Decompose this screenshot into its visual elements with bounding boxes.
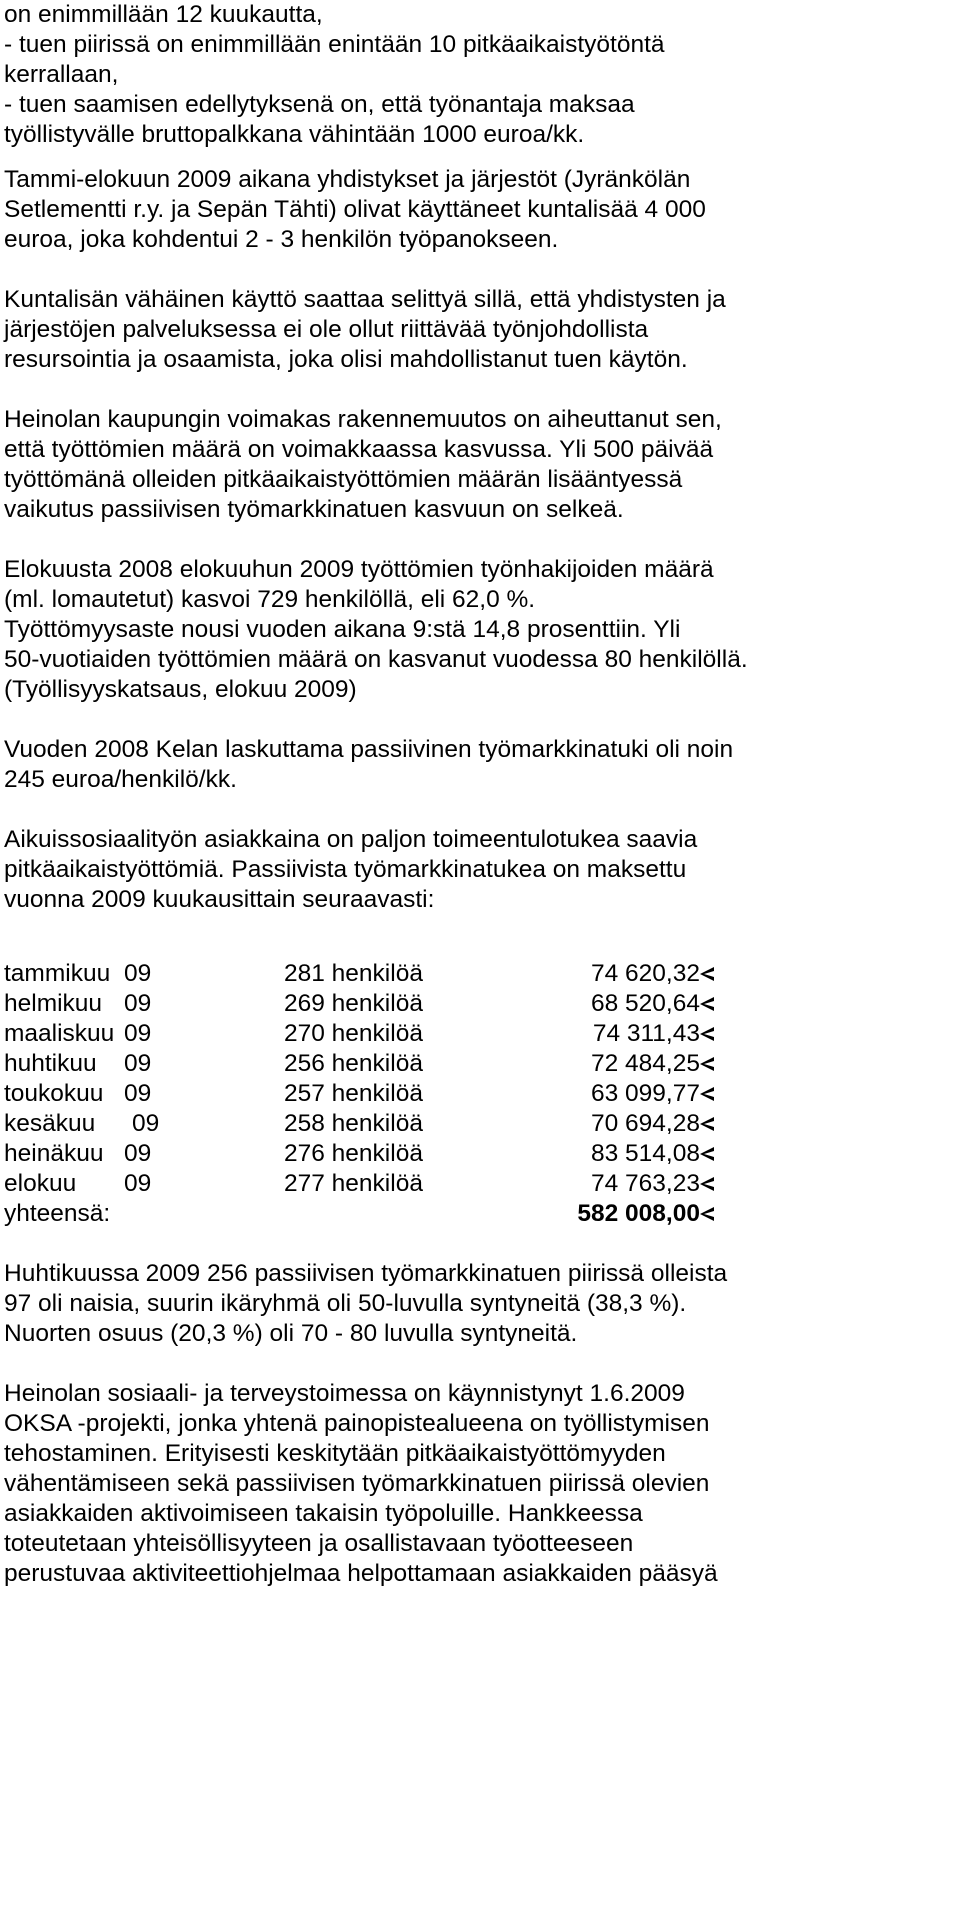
text-line: Vuoden 2008 Kelan laskuttama passiivinen työmarkkinatuki oli noin	[4, 736, 734, 763]
amount-cell: 70 694,28	[591, 1110, 700, 1137]
count-cell: 276 henkilöä	[284, 1140, 423, 1167]
amount-cell: 74 311,43	[592, 1020, 700, 1047]
monthly-payments-table	[4, 959, 960, 1229]
text-line: järjestöjen palveluksessa ei ole ollut riittävää työnjohdollista	[4, 316, 649, 343]
table-row	[4, 989, 960, 1019]
paragraph-kuntalisa-usage	[4, 165, 960, 255]
euro-sign-icon	[698, 1144, 716, 1164]
text-line: 245 euroa/henkilö/kk.	[4, 766, 237, 793]
table-row	[4, 1169, 960, 1199]
euro-sign-icon	[698, 994, 716, 1014]
text-line: Kuntalisän vähäinen käyttö saattaa selittyä sillä, että yhdistysten ja	[4, 286, 726, 313]
year-cell: 09	[124, 1170, 152, 1197]
text-line: vähentämiseen sekä passiivisen työmarkkinatuen piirissä olevien	[4, 1470, 710, 1497]
year-cell: 09	[124, 1020, 152, 1047]
month-cell: kesäkuu	[4, 1110, 96, 1137]
count-cell: 269 henkilöä	[284, 990, 423, 1017]
text-line: vaikutus passiivisen työmarkkinatuen kasvuun on selkeä.	[4, 496, 624, 523]
month-cell: heinäkuu	[4, 1140, 104, 1167]
text-line: työttömänä olleiden pitkäaikaistyöttömien määrän lisääntyessä	[4, 466, 683, 493]
text-line: tehostaminen. Erityisesti keskitytään pitkäaikaistyöttömyyden	[4, 1440, 666, 1467]
month-cell: toukokuu	[4, 1080, 104, 1107]
amount-cell: 72 484,25	[591, 1050, 700, 1077]
count-cell: 281 henkilöä	[284, 960, 423, 987]
text-line: Heinolan sosiaali- ja terveystoimessa on käynnistynyt 1.6.2009	[4, 1380, 685, 1407]
total-amount: 582 008,00	[577, 1200, 700, 1227]
intro-list	[4, 0, 960, 150]
paragraph-april-statistics	[4, 1259, 960, 1349]
amount-cell: 63 099,77	[591, 1080, 700, 1107]
text-line: Nuorten osuus (20,3 %) oli 70 - 80 luvulla syntyneitä.	[4, 1320, 578, 1347]
count-cell: 256 henkilöä	[284, 1050, 423, 1077]
text-line: (Työllisyyskatsaus, elokuu 2009)	[4, 676, 357, 703]
count-cell: 258 henkilöä	[284, 1110, 423, 1137]
paragraph-unemployment-stats	[4, 555, 960, 705]
year-cell: 09	[132, 1110, 160, 1137]
year-cell: 09	[124, 1140, 152, 1167]
table-row	[4, 1079, 960, 1109]
text-line: Elokuusta 2008 elokuuhun 2009 työttömien työnhakijoiden määrä	[4, 556, 714, 583]
euro-sign-icon	[698, 1204, 716, 1224]
text-line: toteutetaan yhteisöllisyyteen ja osallistavaan työotteeseen	[4, 1530, 634, 1557]
amount-cell: 74 620,32	[591, 960, 700, 987]
text-line: Huhtikuussa 2009 256 passiivisen työmarkkinatuen piirissä olleista	[4, 1260, 728, 1287]
euro-sign-icon	[698, 964, 716, 984]
text-line: OKSA -projekti, jonka yhtenä painopistealueena on työllistymisen	[4, 1410, 710, 1437]
text-line: Työttömyysaste nousi vuoden aikana 9:stä 14,8 prosenttiin. Yli	[4, 616, 681, 643]
count-cell: 257 henkilöä	[284, 1080, 423, 1107]
text-line: 97 oli naisia, suurin ikäryhmä oli 50-luvulla syntyneitä (38,3 %).	[4, 1290, 687, 1317]
year-cell: 09	[124, 960, 152, 987]
euro-sign-icon	[698, 1174, 716, 1194]
euro-sign-icon	[698, 1024, 716, 1044]
table-total-row	[4, 1199, 960, 1229]
total-label: yhteensä:	[4, 1200, 111, 1227]
text-line: että työttömien määrä on voimakkaassa kasvussa. Yli 500 päivää	[4, 436, 714, 463]
amount-cell: 68 520,64	[591, 990, 700, 1017]
euro-sign-icon	[698, 1054, 716, 1074]
paragraph-oksa-project	[4, 1379, 960, 1589]
year-cell: 09	[124, 990, 152, 1017]
table-row	[4, 1139, 960, 1169]
text-line: kerrallaan,	[4, 61, 119, 88]
euro-sign-icon	[698, 1114, 716, 1134]
text-line: - tuen piirissä on enimmillään enintään 10 pitkäaikaistyötöntä	[4, 31, 665, 58]
text-line: 50-vuotiaiden työttömien määrä on kasvanut vuodessa 80 henkilöllä.	[4, 646, 748, 673]
paragraph-kuntalisa-explanation	[4, 285, 960, 375]
table-row	[4, 1019, 960, 1049]
paragraph-kela-support	[4, 735, 960, 795]
text-line: on enimmillään 12 kuukautta,	[4, 1, 323, 28]
text-line: - tuen saamisen edellytyksenä on, että työnantaja maksaa	[4, 91, 635, 118]
euro-sign-icon	[698, 1084, 716, 1104]
year-cell: 09	[124, 1050, 152, 1077]
table-row	[4, 959, 960, 989]
count-cell: 270 henkilöä	[284, 1020, 423, 1047]
table-row	[4, 1109, 960, 1139]
month-cell: maaliskuu	[4, 1020, 115, 1047]
text-line: Tammi-elokuun 2009 aikana yhdistykset ja järjestöt (Jyränkölän	[4, 166, 691, 193]
paragraph-structural-change	[4, 405, 960, 525]
month-cell: tammikuu	[4, 960, 111, 987]
text-line: vuonna 2009 kuukausittain seuraavasti:	[4, 886, 435, 913]
table-row	[4, 1049, 960, 1079]
amount-cell: 83 514,08	[591, 1140, 700, 1167]
text-line: euroa, joka kohdentui 2 - 3 henkilön työpanokseen.	[4, 226, 559, 253]
text-line: perustuvaa aktiviteettiohjelmaa helpottamaan asiakkaiden pääsyä	[4, 1560, 718, 1587]
text-line: pitkäaikaistyöttömiä. Passiivista työmarkkinatukea on maksettu	[4, 856, 687, 883]
amount-cell: 74 763,23	[591, 1170, 700, 1197]
text-line: resursointia ja osaamista, joka olisi mahdollistanut tuen käytön.	[4, 346, 688, 373]
count-cell: 277 henkilöä	[284, 1170, 423, 1197]
text-line: Setlementti r.y. ja Sepän Tähti) olivat käyttäneet kuntalisää 4 000	[4, 196, 706, 223]
month-cell: helmikuu	[4, 990, 103, 1017]
text-line: Aikuissosiaalityön asiakkaina on paljon toimeentulotukea saavia	[4, 826, 698, 853]
text-line: työllistyvälle bruttopalkkana vähintään 1000 euroa/kk.	[4, 121, 585, 148]
month-cell: elokuu	[4, 1170, 77, 1197]
paragraph-social-work-clients	[4, 825, 960, 915]
month-cell: huhtikuu	[4, 1050, 97, 1077]
text-line: asiakkaiden aktivoimiseen takaisin työpoluille. Hankkeessa	[4, 1500, 643, 1527]
year-cell: 09	[124, 1080, 152, 1107]
text-line: Heinolan kaupungin voimakas rakennemuutos on aiheuttanut sen,	[4, 406, 722, 433]
text-line: (ml. lomautetut) kasvoi 729 henkilöllä, eli 62,0 %.	[4, 586, 536, 613]
